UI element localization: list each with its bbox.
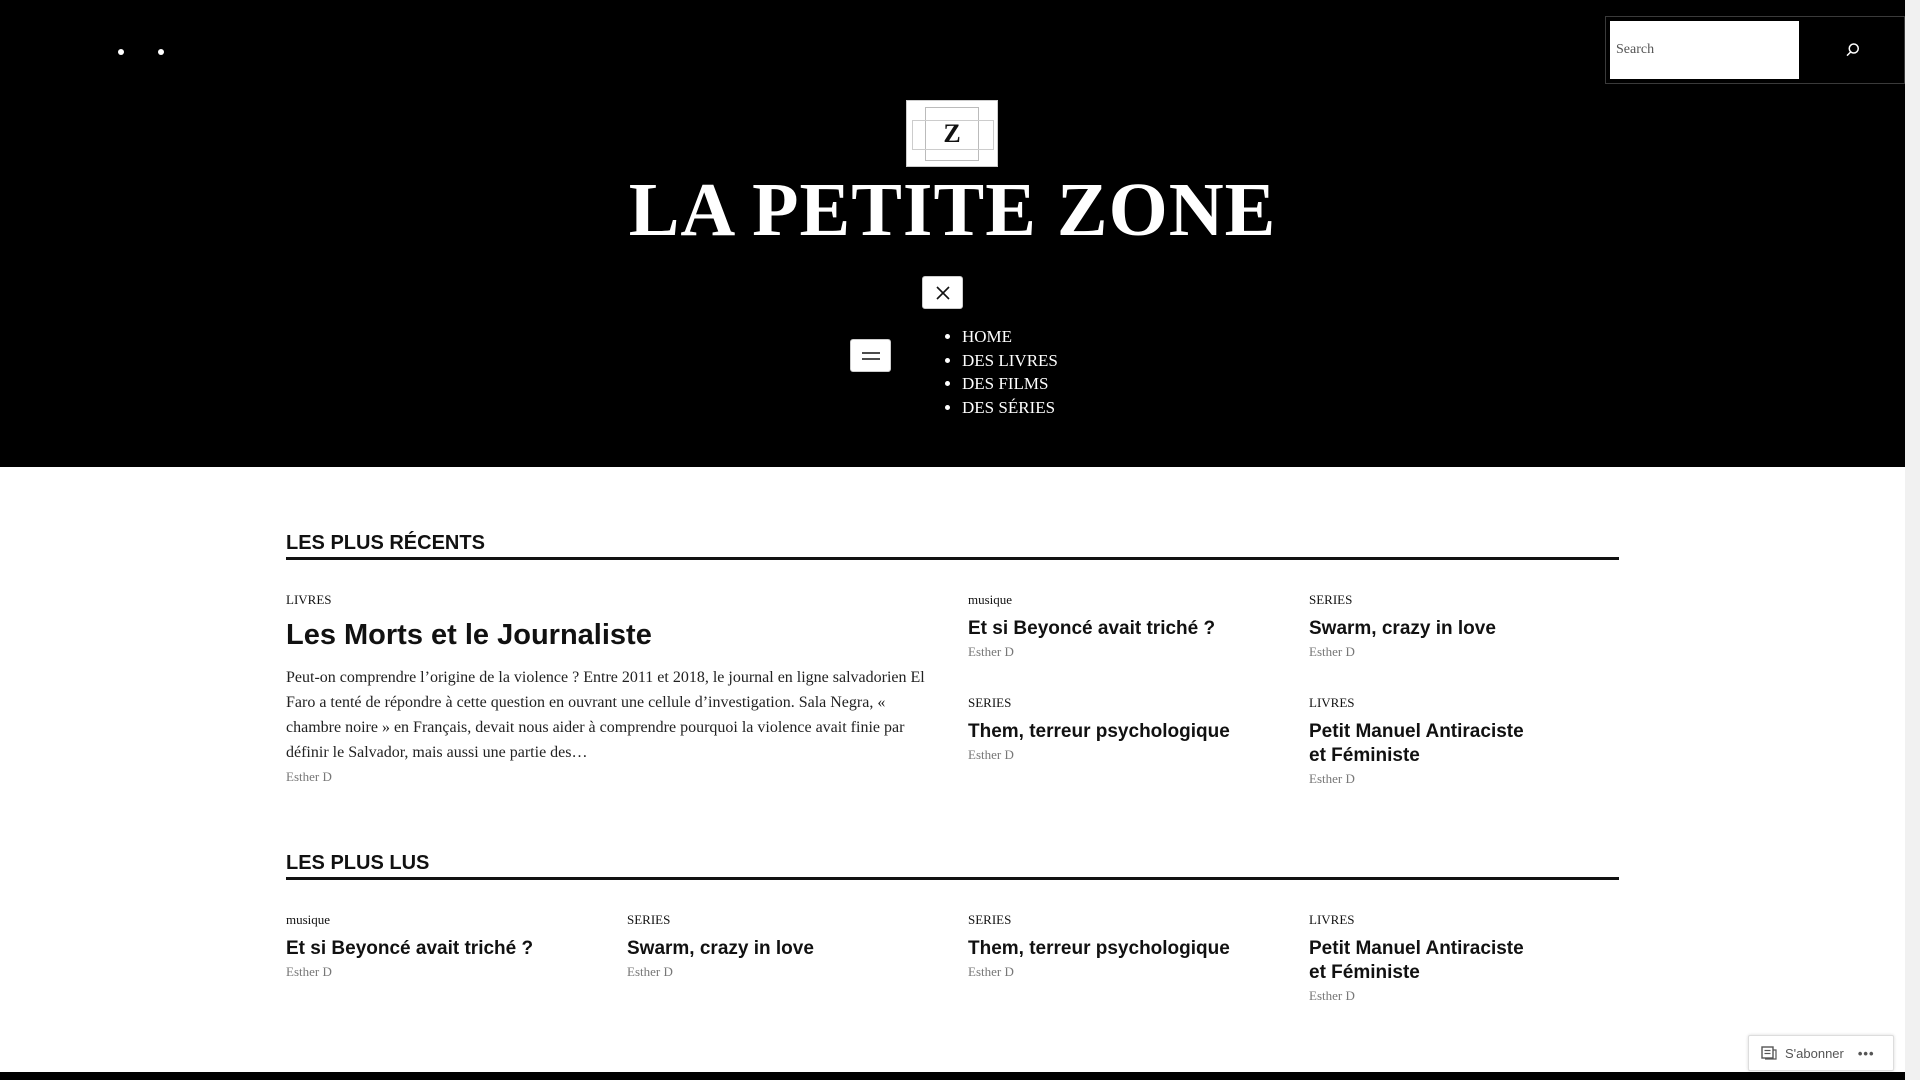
close-icon [935, 285, 951, 301]
post-category[interactable]: musique [286, 912, 331, 927]
post-author[interactable]: Esther D [968, 747, 1014, 762]
post-title-line: Petit Manuel Antiraciste [1309, 721, 1524, 742]
post-card [1309, 695, 1524, 787]
post-title[interactable]: Them, terreur psychologique [968, 938, 1230, 959]
logo-frame [925, 107, 979, 161]
post-title[interactable]: Et si Beyoncé avait triché ? [968, 618, 1216, 639]
post-category[interactable]: SERIES [968, 912, 1012, 927]
site-logo[interactable] [906, 100, 998, 167]
social-link-2[interactable] [158, 49, 164, 55]
post-title-line: et Féministe [1309, 962, 1420, 983]
post-card [968, 695, 1230, 763]
social-link-1[interactable] [118, 49, 124, 55]
nav-link-livres[interactable]: DES LIVRES [962, 350, 1058, 370]
main-navigation [962, 325, 1058, 419]
post-card [1309, 912, 1524, 1004]
nav-item-livres [962, 349, 1058, 373]
post-card [1309, 592, 1496, 660]
site-header [0, 0, 1905, 467]
post-excerpt: Peut-on comprendre l’origine de la violence ? Entre 2011 et 2018, le journal en ligne salvadorien El Faro a tenté de répondre à cette question en ouvrant une cellule d’investigation. Sala Negra, « chambre noire » en Français, devait nous aider à comprendre pourquoi la violence avait finie par définir le Salvador, mais aussi une partie des… [286, 669, 925, 761]
open-menu-button[interactable] [850, 339, 891, 372]
more-options-icon[interactable]: ••• [1857, 1045, 1875, 1061]
post-card [286, 912, 533, 980]
post-title[interactable]: Them, terreur psychologique [968, 721, 1230, 742]
post-card [968, 592, 1215, 660]
nav-link-series[interactable]: DES SÉRIES [962, 397, 1056, 417]
post-title[interactable] [1309, 937, 1524, 985]
post-title[interactable] [1309, 720, 1524, 768]
nav-link-home[interactable]: HOME [962, 327, 1013, 346]
section-title-recent: LES PLUS RÉCENTS [286, 532, 1619, 560]
post-title-line: et Féministe [1309, 745, 1420, 766]
post-title[interactable]: Et si Beyoncé avait triché ? [286, 938, 534, 959]
post-author[interactable]: Esther D [627, 964, 673, 979]
search-icon [1844, 41, 1862, 59]
post-title[interactable]: Swarm, crazy in love [627, 938, 814, 959]
post-title[interactable]: Les Morts et le Journaliste [286, 619, 652, 651]
post-author[interactable]: Esther D [286, 769, 332, 784]
logo-letter: Z [943, 118, 961, 148]
post-category[interactable]: LIVRES [1309, 912, 1355, 927]
nav-item-series [962, 396, 1058, 420]
search-input[interactable] [1610, 21, 1799, 79]
post-category[interactable]: SERIES [1309, 592, 1353, 607]
post-card [968, 912, 1230, 980]
post-category[interactable]: LIVRES [286, 592, 332, 607]
post-title[interactable]: Swarm, crazy in love [1309, 618, 1496, 639]
close-menu-button[interactable] [922, 276, 963, 309]
post-title-line: Petit Manuel Antiraciste [1309, 938, 1524, 959]
page-scrollbar[interactable] [1905, 0, 1920, 1080]
post-category[interactable]: SERIES [968, 695, 1012, 710]
hamburger-icon [862, 351, 880, 361]
post-category[interactable]: SERIES [627, 912, 671, 927]
section-title-popular: LES PLUS LUS [286, 852, 1619, 880]
site-title[interactable]: LA PETITE ZONE [628, 168, 1277, 252]
footer-bar [0, 1072, 1905, 1080]
post-author[interactable]: Esther D [968, 964, 1014, 979]
reader-icon [1761, 1046, 1777, 1060]
post-card [627, 912, 814, 980]
nav-item-home [962, 325, 1058, 349]
post-author[interactable]: Esther D [1309, 771, 1355, 786]
post-author[interactable]: Esther D [968, 644, 1014, 659]
nav-item-films [962, 372, 1058, 396]
featured-post [286, 592, 941, 785]
subscribe-label: S'abonner [1785, 1045, 1844, 1061]
post-author[interactable]: Esther D [1309, 988, 1355, 1003]
post-author[interactable]: Esther D [1309, 644, 1355, 659]
search-button[interactable] [1804, 21, 1902, 79]
nav-link-films[interactable]: DES FILMS [962, 374, 1049, 393]
subscribe-button[interactable] [1748, 1035, 1894, 1071]
search-form [1605, 16, 1905, 84]
post-author[interactable]: Esther D [286, 964, 332, 979]
post-category[interactable]: LIVRES [1309, 695, 1355, 710]
post-category[interactable]: musique [968, 592, 1013, 607]
